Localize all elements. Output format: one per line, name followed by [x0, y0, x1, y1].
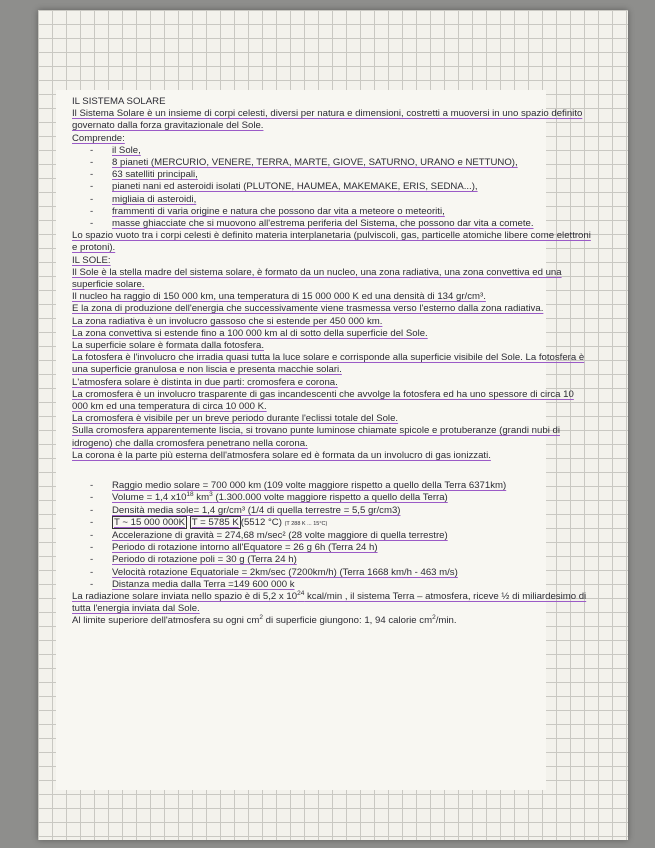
list-item: - Densità media sole= 1,4 gr/cm³ (1/4 di quella terrestre = 5,5 gr/cm3) [112, 505, 592, 517]
limite-exponent-2: 2 [432, 614, 436, 622]
volume-exponent: 18 [186, 491, 194, 499]
document-body [72, 96, 592, 628]
sole-paragraph: La fotosfera è l'involucro che irradia quasi tutta la luce solare e corrisponde alla superficie visibile del Sole. La fotosfera è una superficie granulosa e non liscia e presenta macchie solari. [72, 352, 585, 376]
list-item: - Distanza media dalla Terra =149 600 000 k [112, 579, 592, 591]
list-item: - Accelerazione di gravità = 274,68 m/sec² (28 volte maggiore di quella terrestre) [112, 530, 592, 542]
list-item: - masse ghiacciate che si muovono all'estrema periferia del Sistema, che possono dar vita a comete. [112, 218, 592, 230]
list-item: - Periodo di rotazione intorno all'Equatore = 26 g 6h (Terra 24 h) [112, 542, 592, 554]
list-item: - migliaia di asteroidi, [112, 194, 592, 206]
sole-paragraph: La superficie solare è formata dalla fotosfera. [72, 340, 264, 352]
surface-temperature: T = 5785 K [191, 516, 239, 528]
sole-paragraph: Sulla cromosfera apparentemente liscia, si trovano punte luminose chiamate spicole e protuberanze (grandi nubi di idrogeno) che dalla cromosfera penetrano nella corona. [72, 425, 560, 449]
list-item: - Periodo di rotazione poli = 30 g (Terra 24 h) [112, 554, 592, 566]
list-item: - Velocità rotazione Equatoriale = 2km/sec (7200km/h) (Terra 1668 km/h - 463 m/s) [112, 567, 592, 579]
sole-paragraph: La zona convettiva si estende fino a 100 000 km al di sotto della superficie del Sole. [72, 327, 428, 339]
list-item [112, 517, 592, 530]
volume-unit: km [193, 492, 210, 504]
list-item: - 8 pianeti (MERCURIO, VENERE, TERRA, MARTE, GIOVE, SATURNO, URANO e NETTUNO), [112, 157, 592, 169]
sole-paragraph: La corona è la parte più esterna dell'atmosfera solare ed è formata da un involucro di gas ionizzati. [72, 449, 491, 461]
sole-paragraph: La cromosfera è visibile per un breve periodo durante l'eclissi totale del Sole. [72, 413, 399, 425]
document-title: IL SISTEMA SOLARE [72, 96, 166, 107]
list-item [112, 492, 592, 504]
volume-text: Volume = 1,4 x10 [112, 492, 187, 504]
sole-paragraph: Il nucleo ha raggio di 150 000 km, una temperatura di 15 000 000 K ed una densità di 134 gr/cm³. [72, 291, 486, 303]
radiazione-paragraph: La radiazione solare inviata nello spazio è di 5,2 x $10^{24}$ kcal/min , il sistema Terra – atmosfera, riceve ½ di miliardesimo di tutta l'energia inviata dal Sole. [72, 589, 587, 615]
surface-temperature-celsius: (5512 °C) [240, 516, 282, 528]
list-item: - il Sole, [112, 145, 592, 157]
sun-data-list [72, 480, 592, 591]
intro-paragraph: Il Sistema Solare è un insieme di corpi celesti, diversi per natura e dimensioni, costretti a muoversi in uno spazio definito governato dalla forza gravitazionale del Sole. [72, 108, 583, 132]
spacer [72, 462, 592, 480]
sole-paragraph: La zona radiativa è un involucro gassoso che si estende per 450 000 km. [72, 315, 383, 327]
comprende-list [72, 145, 592, 230]
limite-paragraph: Al limite superiore dell'atmosfera su ogni $cm^2$ di superficie giungono: 1, 94 calorie $cm^2/\min$. [72, 614, 457, 627]
volume-comparison: (1.300.000 volte maggiore rispetto a quello della Terra) [212, 492, 448, 504]
sole-paragraph: Il Sole è la stella madre del sistema solare, è formato da un nucleo, una zona radiativa, una zona convettiva ed una superficie solare. [72, 266, 562, 291]
list-item: - 63 satelliti principali, [112, 169, 592, 181]
comprende-label: Comprende: [72, 132, 125, 144]
list-item: - frammenti di varia origine e natura che possono dar vita a meteore o meteoriti, [112, 206, 592, 218]
list-item: - pianeti nani ed asteroidi isolati (PLUTONE, HAUMEA, MAKEMAKE, ERIS, SEDNA...), [112, 181, 592, 193]
volume-unit-exponent: 3 [209, 491, 213, 499]
limite-exponent: 2 [259, 614, 264, 622]
list-item: - Raggio medio solare = 700 000 km (109 volte maggiore rispetto a quello della Terra 6371km) [112, 480, 592, 492]
core-temperature: T ~ 15 000 000K [114, 516, 186, 528]
sole-paragraph: E la zona di produzione dell'energia che successivamente viene trasmessa verso l'esterno dalla zona radiativa. [72, 303, 544, 315]
temperature-note: (T 288 K ... 15°C) [284, 520, 328, 527]
radiazione-exponent: 24 [297, 589, 305, 597]
sole-paragraph: L'atmosfera solare è distinta in due parti: cromosfera e corona. [72, 376, 338, 388]
spazio-vuoto-paragraph: Lo spazio vuoto tra i corpi celesti è definito materia interplanetaria (pulviscoli, gas, particelle atomiche libere come elettroni e protoni). [72, 230, 591, 254]
sole-heading: IL SOLE: [72, 254, 111, 266]
sole-paragraph: La cromosfera è un involucro trasparente di gas incandescenti che avvolge la fotosfera ed ha uno spessore di circa 10 000 km ed una temperatura di circa 10 000 K. [72, 388, 574, 413]
